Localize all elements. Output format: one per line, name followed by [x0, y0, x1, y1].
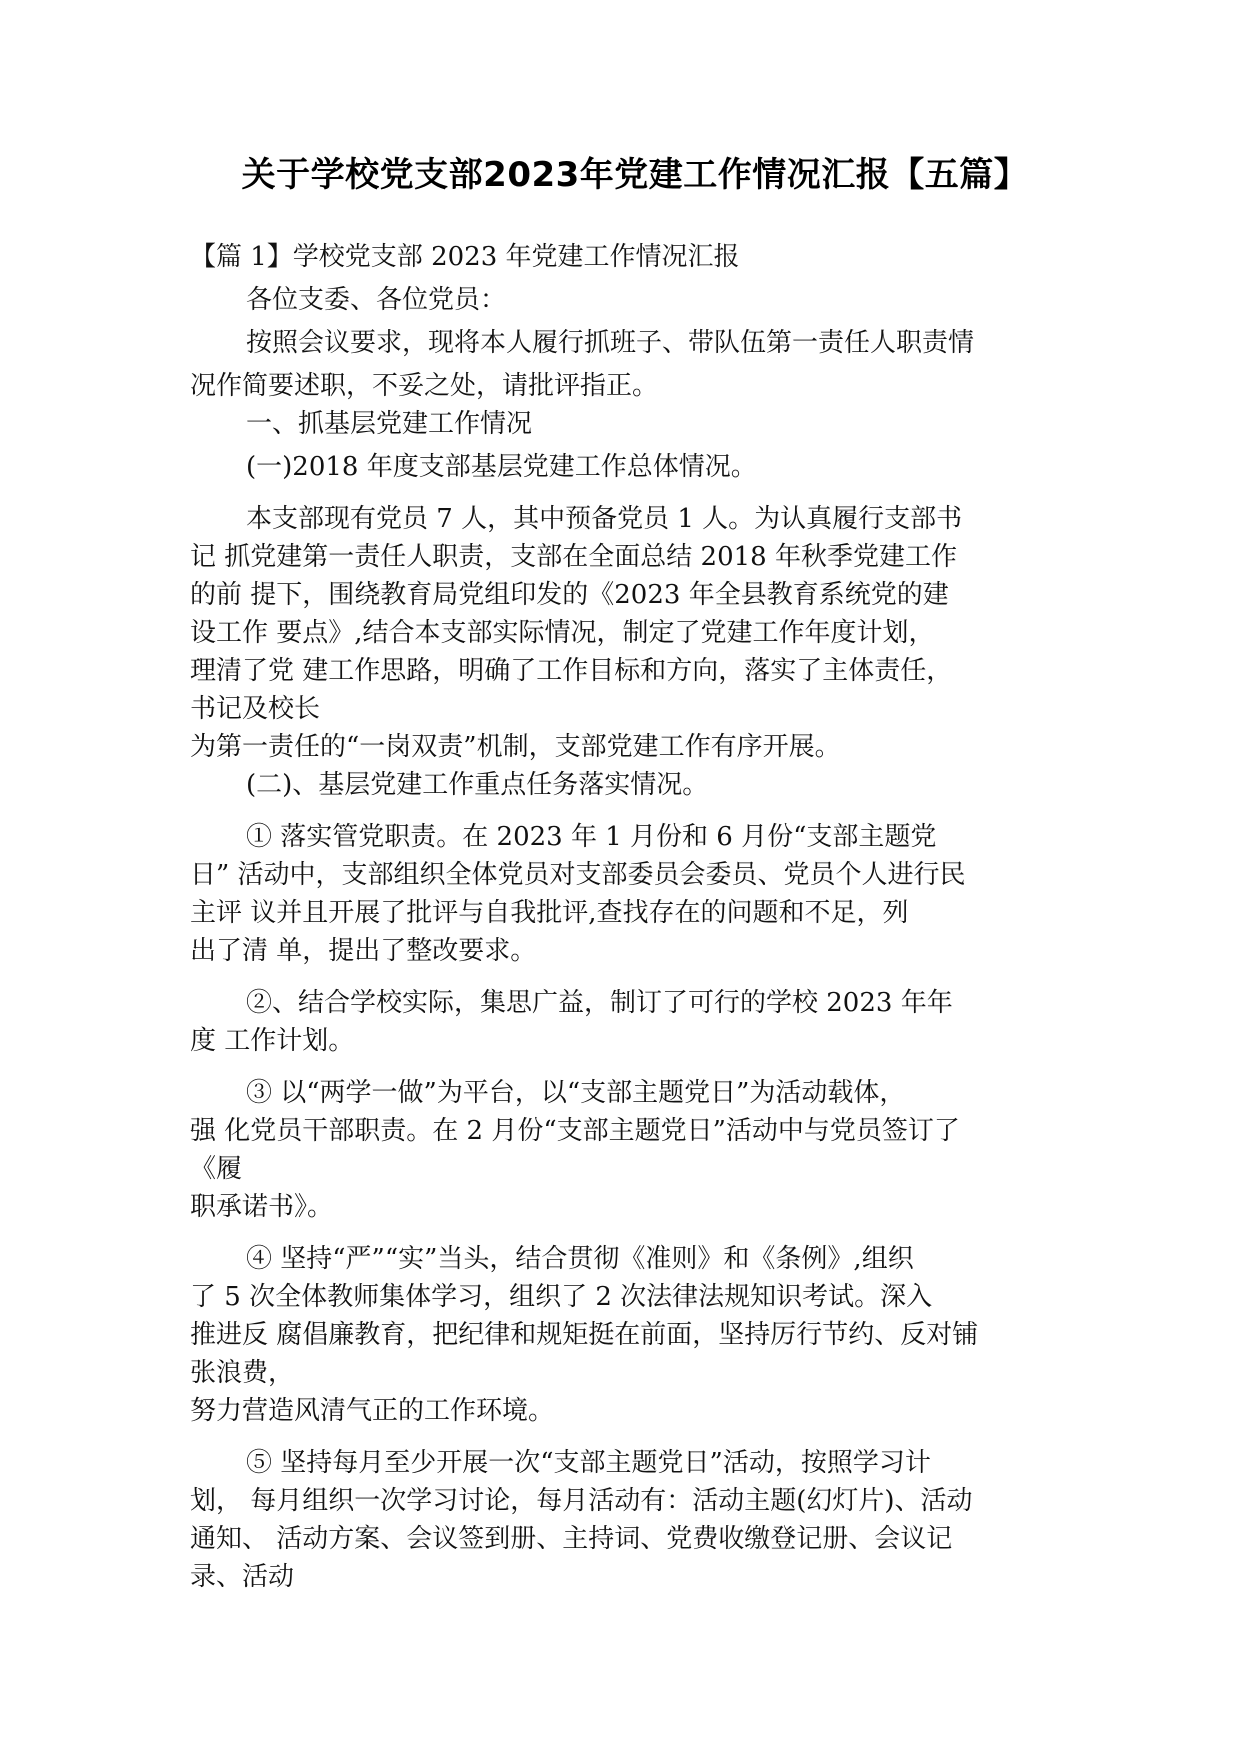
paragraph-line: ⑤ 坚持每月至少开展一次“支部主题党日”活动，按照学习计 — [246, 1448, 931, 1478]
paragraph-line: 推进反 腐倡廉教育，把纪律和规矩挺在前面，坚持厉行节约、反对铺 — [190, 1320, 979, 1350]
paragraph-line: 划， 每月组织一次学习讨论，每月活动有：活动主题(幻灯片)、活动 — [190, 1486, 973, 1516]
paragraph-line: 录、活动 — [190, 1562, 295, 1592]
paragraph-line: 设工作 要点》,结合本支部实际情况，制定了党建工作年度计划， — [190, 618, 935, 648]
paragraph-line: 了 5 次全体教师集体学习，组织了 2 次法律法规知识考试。深入 — [190, 1282, 933, 1312]
paragraph-line: 本支部现有党员 7 人，其中预备党员 1 人。为认真履行支部书 — [246, 504, 963, 534]
subheading: 一、抓基层党建工作情况 — [246, 409, 533, 439]
paragraph-line: 努力营造风清气正的工作环境。 — [190, 1396, 555, 1426]
paragraph-line: 通知、 活动方案、会议签到册、主持词、党费收缴登记册、会议记 — [190, 1524, 953, 1554]
paragraph-line: 主评 议并且开展了批评与自我批评,查找存在的问题和不足，列 — [190, 898, 909, 928]
paragraph-line: 书记及校长 — [190, 694, 321, 724]
subheading: (一)2018 年度支部基层党建工作总体情况。 — [246, 452, 757, 482]
paragraph-line: ① 落实管党职责。在 2023 年 1 月份和 6 月份“支部主题党 — [246, 822, 937, 852]
paragraph-line: 张浪费， — [190, 1358, 295, 1388]
salutation: 各位支委、各位党员： — [246, 285, 507, 315]
paragraph-line: ②、结合学校实际，集思广益，制订了可行的学校 2023 年年 — [246, 988, 953, 1018]
paragraph-line: 职承诺书》。 — [190, 1192, 334, 1222]
paragraph-line: 《履 — [190, 1154, 243, 1184]
paragraph-line: ④ 坚持“严”“实”当头，结合贯彻《准则》和《条例》,组织 — [246, 1244, 914, 1274]
paragraph-line: ③ 以“两学一做”为平台，以“支部主题党日”为活动载体， — [246, 1078, 906, 1108]
paragraph-line: 的前 提下，围绕教育局党组印发的《2023 年全县教育系统党的建 — [190, 580, 949, 610]
document-title: 关于学校党支部2023年党建工作情况汇报【五篇】 — [241, 155, 1029, 195]
paragraph-line: 强 化党员干部职责。在 2 月份“支部主题党日”活动中与党员签订了 — [190, 1116, 960, 1146]
paragraph-line: 记 抓党建第一责任人职责，支部在全面总结 2018 年秋季党建工作 — [190, 542, 957, 572]
paragraph-line: 出了清 单，提出了整改要求。 — [190, 936, 537, 966]
paragraph-line: 为第一责任的“一岗双责”机制，支部党建工作有序开展。 — [190, 732, 841, 762]
subheading: (二)、基层党建工作重点任务落实情况。 — [246, 770, 709, 800]
paragraph-line: 况作简要述职，不妥之处，请批评指正。 — [190, 371, 659, 401]
paragraph-line: 日” 活动中，支部组织全体党员对支部委员会委员、党员个人进行民 — [190, 860, 966, 890]
document-body — [190, 238, 1070, 1596]
paragraph-line: 理清了党 建工作思路，明确了工作目标和方向，落实了主体责任， — [190, 656, 953, 686]
paragraph-line: 度 工作计划。 — [190, 1026, 355, 1056]
section-heading: 【篇 1】学校党支部 2023 年党建工作情况汇报 — [190, 242, 740, 272]
paragraph-line: 按照会议要求，现将本人履行抓班子、带队伍第一责任人职责情 — [246, 328, 975, 358]
